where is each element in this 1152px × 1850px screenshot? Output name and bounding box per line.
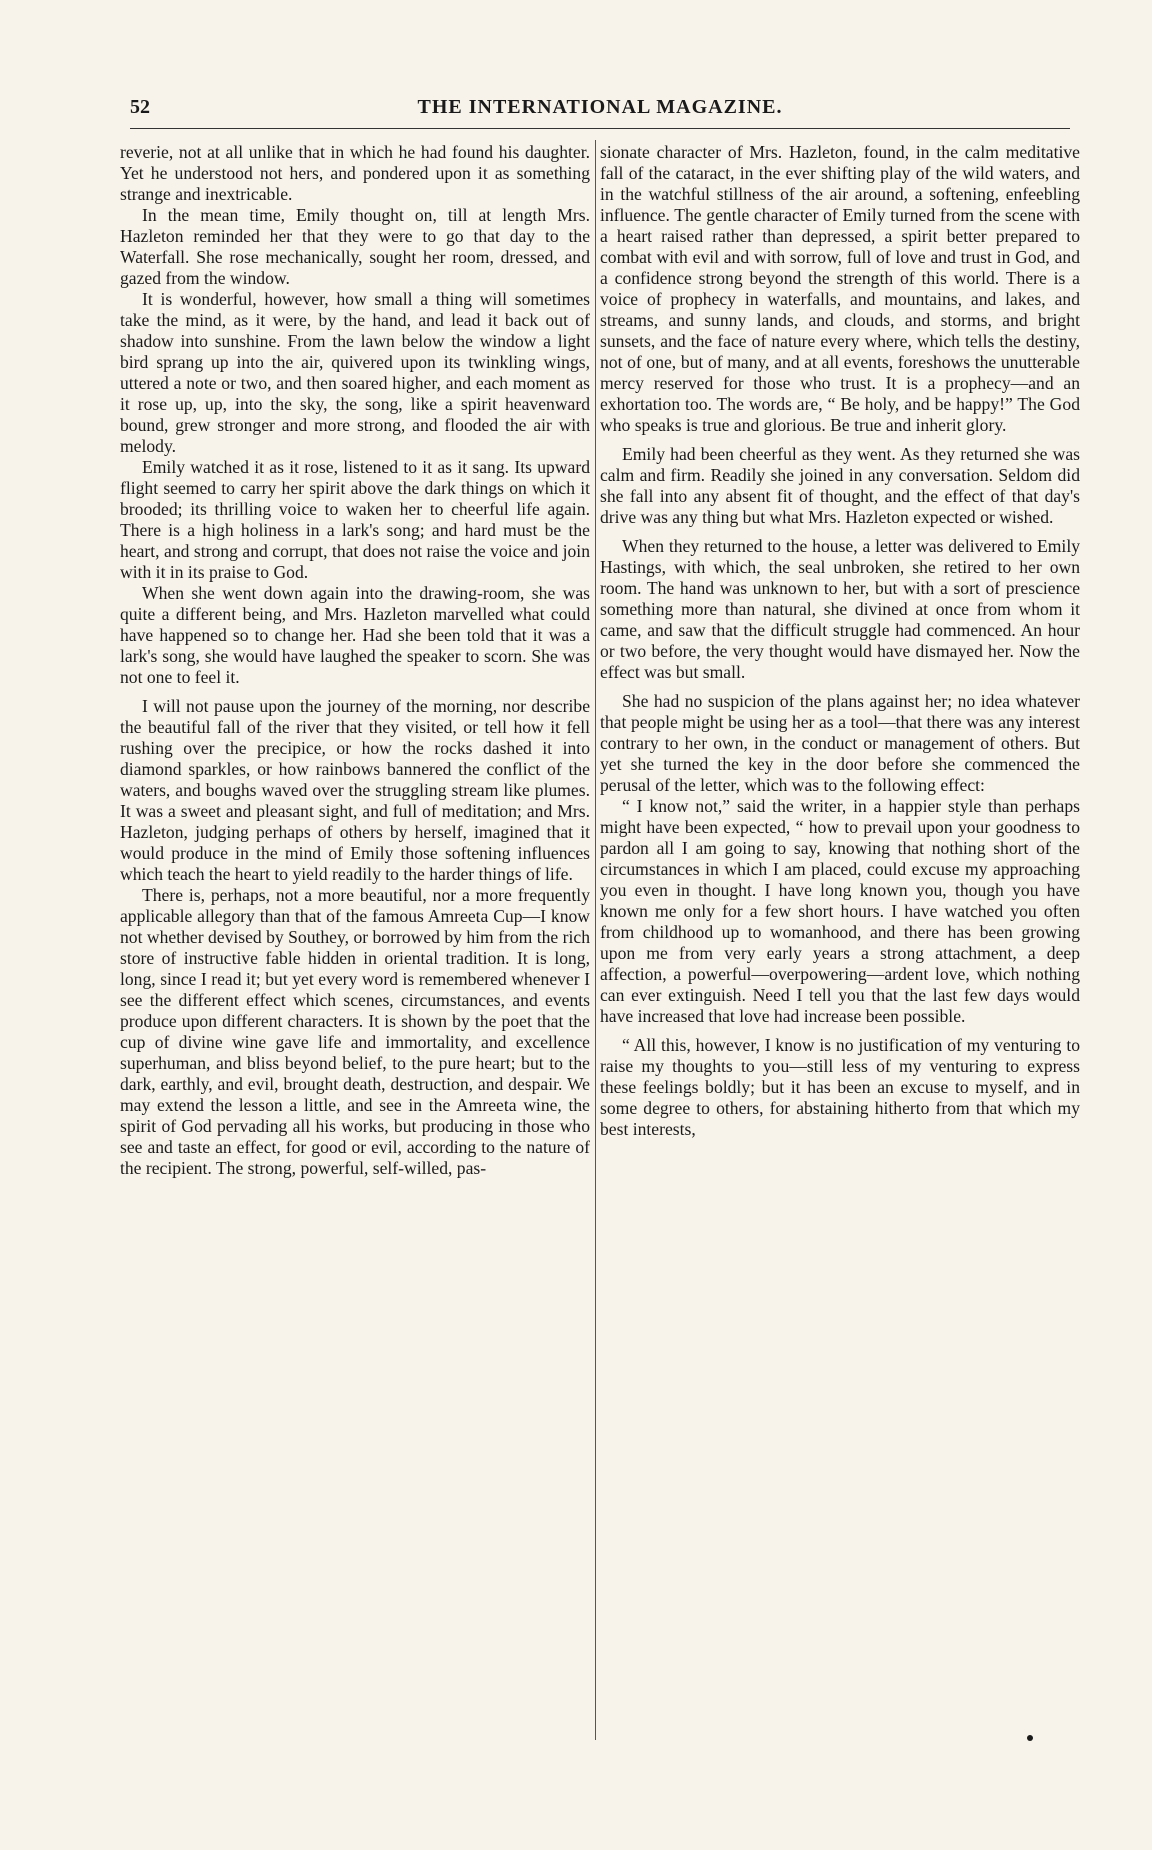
right-column (600, 142, 1080, 1737)
paragraph: When they returned to the house, a letter was delivered to Emily Hastings, with which, the seal unbroken, she retired to her own room. The hand was unknown to her, but with a sort of prescience something more than natural, she divined at once from whom it came, and saw that the difficult struggle had commenced. An hour or two before, the very thought would have dismayed her. Now the effect was but small. (600, 536, 1080, 682)
paragraph: When she went down again into the drawing-room, she was quite a different being, and Mrs. Hazleton marvelled what could have happened so to change her. Had she been told that it was a lark's song, she would have laughed the speaker to scorn. She was not one to feel it. (120, 583, 590, 687)
paragraph: In the mean time, Emily thought on, till at length Mrs. Hazleton reminded her that they were to go that day to the Waterfall. She rose mechanically, sought her room, dressed, and gazed from the window. (120, 205, 590, 288)
page-header (130, 96, 1070, 130)
paragraph: Emily had been cheerful as they went. As they returned she was calm and firm. Readily she joined in any conversation. Seldom did she fall into any absent fit of thought, and the effect of that day's drive was any thing but what Mrs. Hazleton expected or wished. (600, 444, 1080, 527)
paragraph: reverie, not at all unlike that in which he had found his daughter. Yet he understood not hers, and pondered upon it as something strange and inextricable. (120, 142, 590, 204)
paragraph: Emily watched it as it rose, listened to it as it sang. Its upward flight seemed to carry her spirit above the dark things on which it brooded; its thrilling voice to waken her to cheerful life again. There is a high holiness in a lark's song; and hard must be the heart, and strong and corrupt, that does not raise the voice and join with it in its praise to God. (120, 457, 590, 582)
paragraph: She had no suspicion of the plans against her; no idea whatever that people might be using her as a tool—that there was any interest contrary to her own, in the conduct or management of others. But yet she turned the key in the door before she commenced the perusal of the letter, which was to the following effect: (600, 691, 1080, 795)
printers-dot (1027, 1735, 1033, 1741)
column-rule (595, 140, 596, 1740)
paragraph: There is, perhaps, not a more beautiful, nor a more frequently applicable allegory than that of the famous Amreeta Cup—I know not whether devised by Southey, or borrowed by him from the rich store of instructive fable hidden in oriental tradition. It is long, long, since I read it; but yet every word is remembered whenever I see the different effect which scenes, circumstances, and events produce upon different characters. It is shown by the poet that the cup of divine wine gave life and immortality, and excellence superhuman, and bliss beyond belief, to the pure heart; but to the dark, earthly, and evil, brought death, destruction, and despair. We may extend the lesson a little, and see in the Amreeta wine, the spirit of God pervading all his works, but producing in those who see and taste an effect, for good or evil, according to the nature of the recipient. The strong, powerful, self-willed, pas- (120, 885, 590, 1178)
paragraph: “ I know not,” said the writer, in a happier style than perhaps might have been expected, “ how to prevail upon your goodness to pardon all I am going to say, knowing that nothing short of the circumstances in which I am placed, could excuse my approaching you even in thought. I have long known you, though you have known me only for a few short hours. I have watched you often from childhood up to womanhood, and there has been growing upon me from very early years a strong attachment, a deep affection, a powerful—overpowering—ardent love, which nothing can ever extinguish. Need I tell you that the last few days would have increased that love had increase been possible. (600, 796, 1080, 1026)
paragraph: I will not pause upon the journey of the morning, nor describe the beautiful fall of the river that they visited, or tell how it fell rushing over the precipice, or how the rocks dashed it into diamond sparkles, or how rainbows bannered the conflict of the waters, and boughs waved over the struggling stream like plumes. It was a sweet and pleasant sight, and full of meditation; and Mrs. Hazleton, judging perhaps of others by herself, imagined that it would produce in the mind of Emily those softening influences which teach the heart to yield readily to the harder things of life. (120, 696, 590, 884)
header-rule (130, 128, 1070, 129)
running-title: THE INTERNATIONAL MAGAZINE. (417, 96, 783, 118)
page-number: 52 (130, 96, 150, 118)
paragraph: “ All this, however, I know is no justification of my venturing to raise my thoughts to you—still less of my venturing to express these feelings boldly; but it has been an excuse to myself, and in some degree to others, for abstaining hitherto from that which my best interests, (600, 1035, 1080, 1139)
paragraph: sionate character of Mrs. Hazleton, found, in the calm meditative fall of the cataract, in the ever shifting play of the wild waters, and in the watchful stillness of the air around, a softening, enfeebling influence. The gentle character of Emily turned from the scene with a heart raised rather than depressed, a spirit better prepared to combat with evil and with sorrow, full of love and trust in God, and a confidence strong beyond the strength of this world. There is a voice of prophecy in waterfalls, and mountains, and lakes, and streams, and sunny lands, and clouds, and storms, and bright sunsets, and the face of nature every where, which tells the destiny, not of one, but of many, and at all events, foreshows the unutterable mercy reserved for those who trust. It is a prophecy—and an exhortation too. The words are, “ Be holy, and be happy!” The God who speaks is true and glorious. Be true and inherit glory. (600, 142, 1080, 435)
left-column (120, 142, 590, 1737)
paragraph: It is wonderful, however, how small a thing will sometimes take the mind, as it were, by the hand, and lead it back out of shadow into sunshine. From the lawn below the window a light bird sprang up into the air, quivered upon its twinkling wings, uttered a note or two, and then soared higher, and each moment as it rose up, up, into the sky, the song, like a spirit heavenward bound, grew stronger and more strong, and flooded the air with melody. (120, 289, 590, 456)
